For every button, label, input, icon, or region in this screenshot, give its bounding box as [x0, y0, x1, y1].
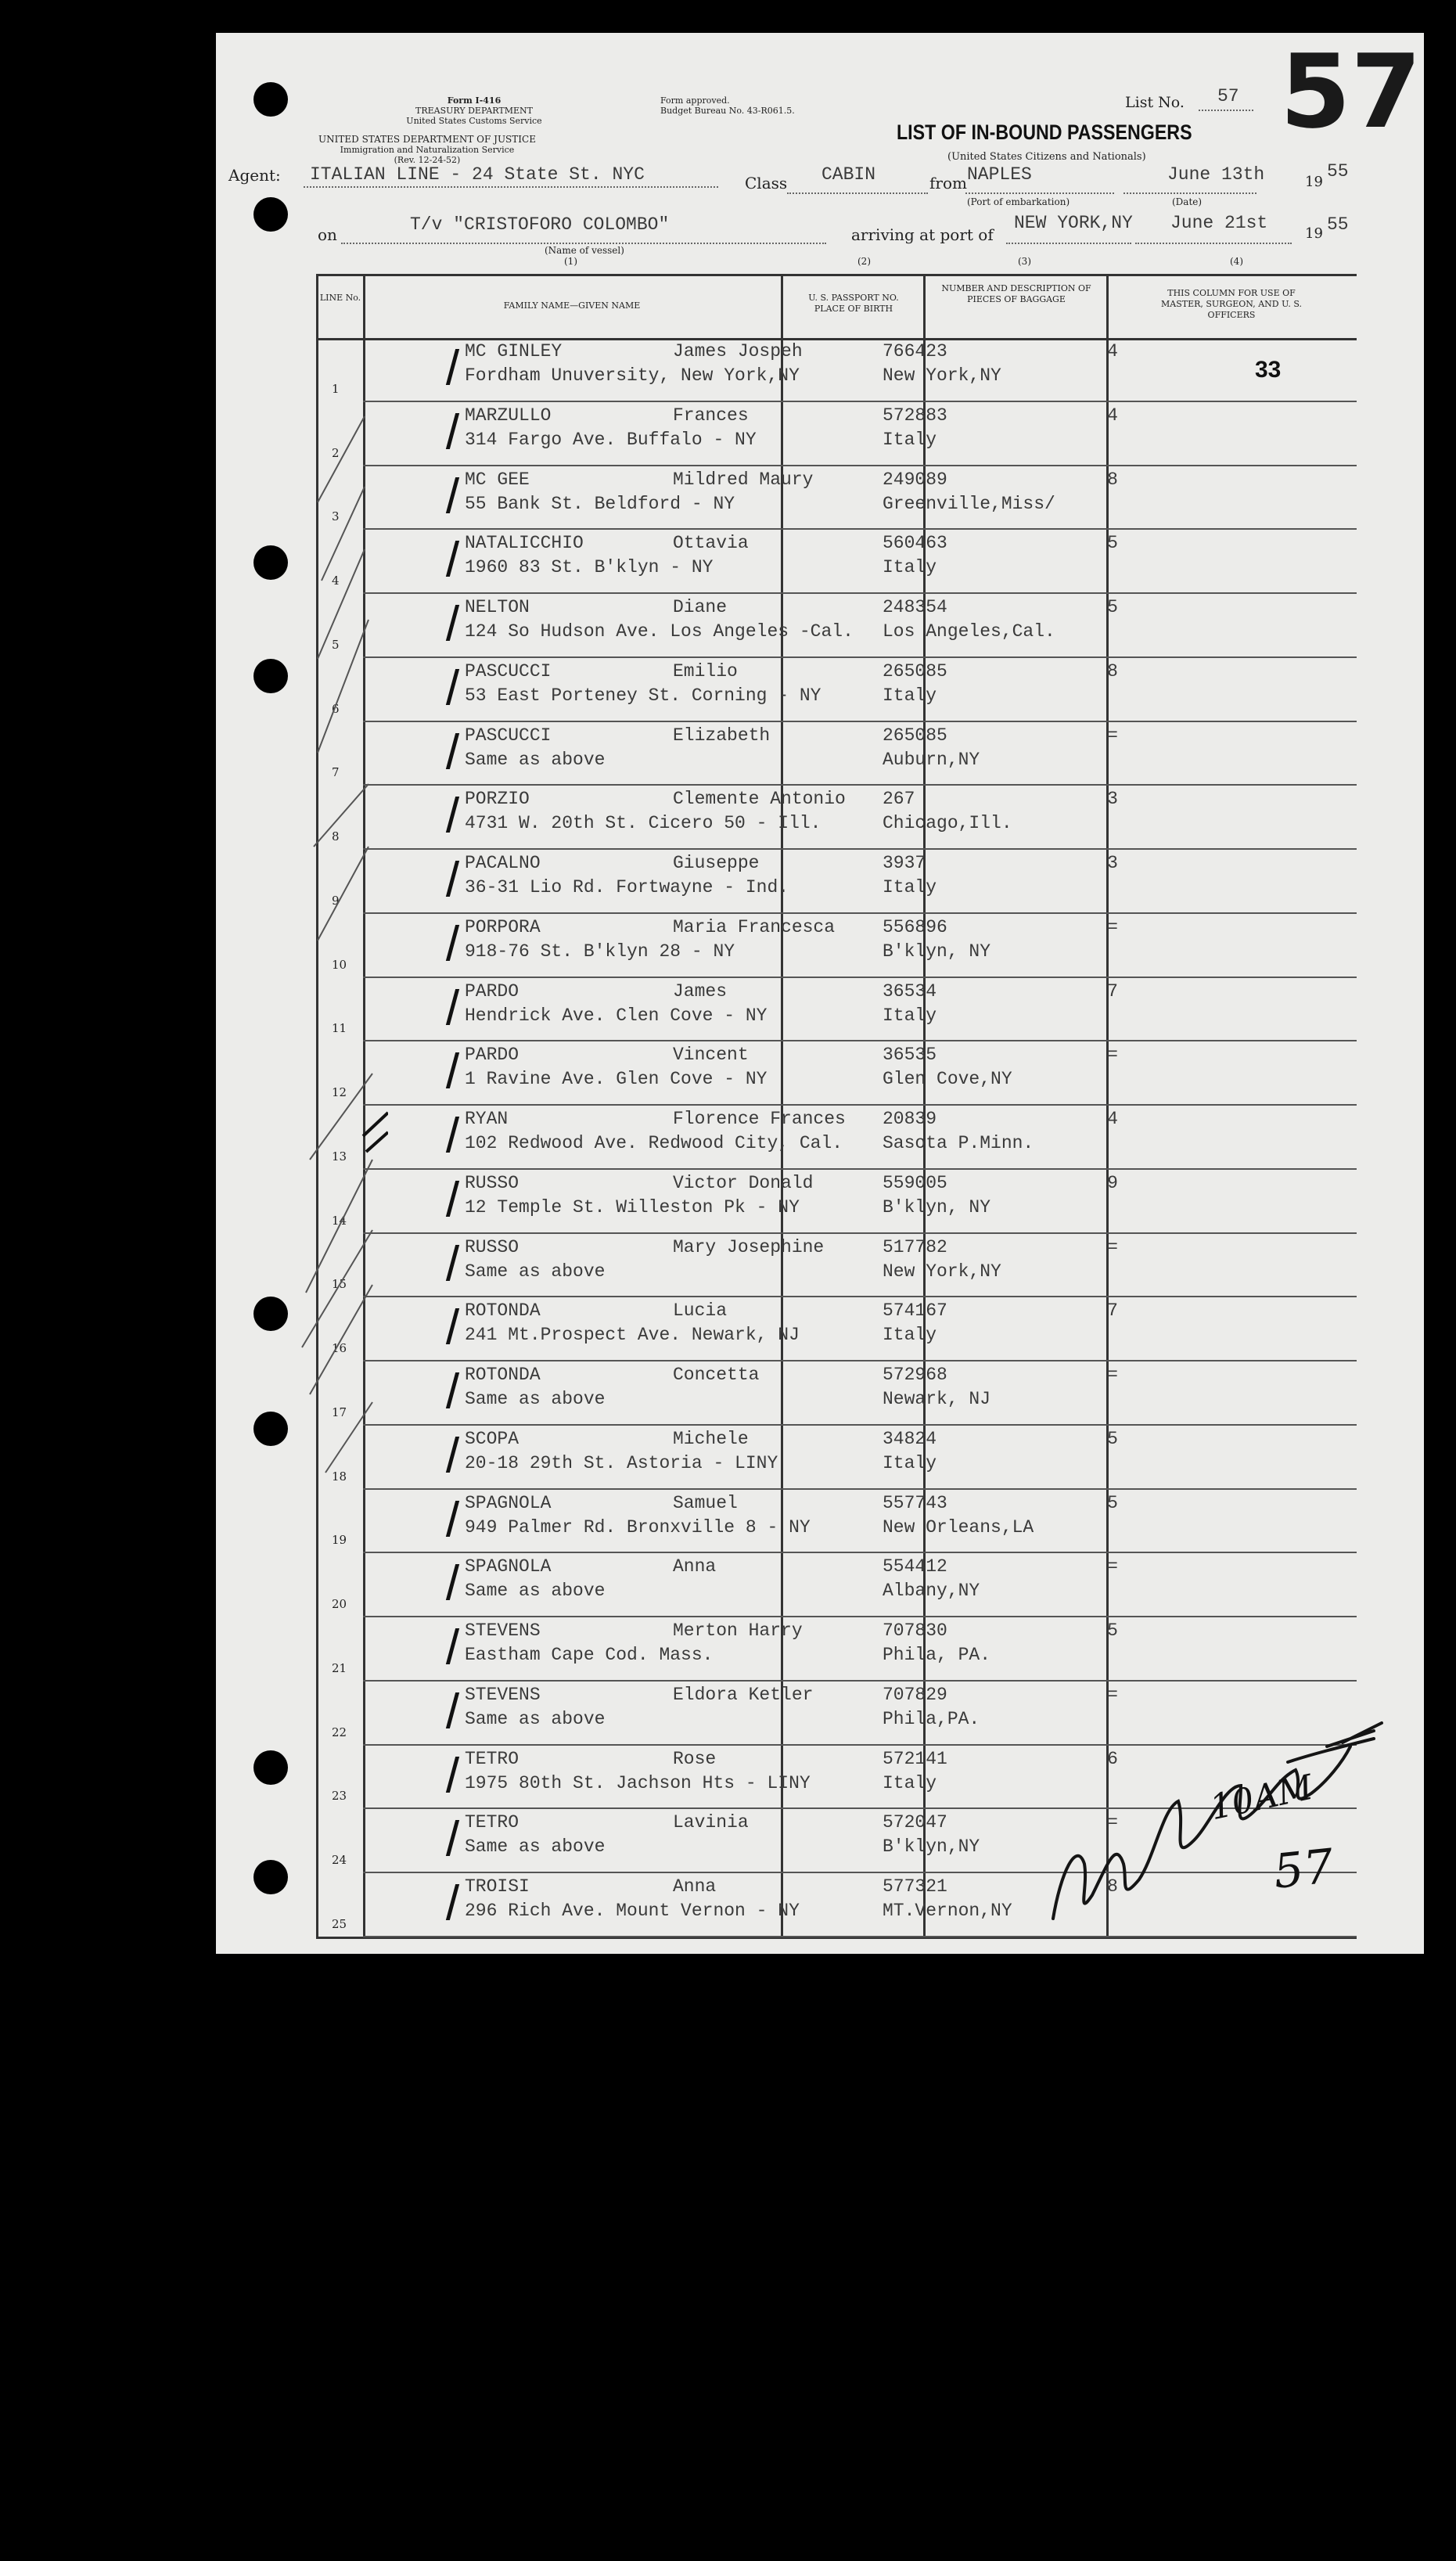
family-name: PARDO [465, 1045, 519, 1066]
address: 1975 80th St. Jachson Hts - LINY [465, 1772, 811, 1793]
list-no-label: List No. [1125, 94, 1185, 111]
passport-number: 265085 [883, 725, 947, 746]
form-id-block [357, 95, 591, 126]
family-name: PARDO [465, 980, 519, 1002]
address: Same as above [465, 1708, 606, 1729]
vessel-name: T/v "CRISTOFORO COLOMBO" [410, 214, 670, 235]
line-number: 16 [332, 1341, 347, 1356]
family-name: MC GEE [465, 469, 530, 490]
place-of-birth: MT.Vernon,NY [883, 1901, 1012, 1922]
vessel-underline [341, 243, 826, 244]
official-mark: 33 [1255, 357, 1282, 383]
address: 102 Redwood Ave. Redwood City, Cal. [465, 1133, 843, 1154]
family-name: PASCUCCI [465, 725, 552, 746]
handwritten-number: 57 [1271, 1839, 1336, 1900]
given-name: Anna [673, 1556, 717, 1577]
place-of-birth: Newark, NJ [883, 1389, 991, 1410]
address: Eastham Cape Cod. Mass. [465, 1645, 714, 1666]
address: 4731 W. 20th St. Cicero 50 - Ill. [465, 813, 821, 834]
table-row [316, 978, 1357, 1042]
line-number: 25 [332, 1916, 347, 1931]
punch-hole [253, 1297, 288, 1331]
passport-number: 707830 [883, 1620, 947, 1642]
family-name: MC GINLEY [465, 341, 563, 361]
passport-number: 572141 [883, 1748, 947, 1769]
given-name: Victor Donald [673, 1172, 814, 1193]
passport-number: 766423 [883, 341, 947, 361]
passport-number: 577321 [883, 1876, 947, 1897]
place-of-birth: Greenville,Miss/ [883, 493, 1055, 514]
place-of-birth: Italy [883, 685, 937, 706]
agent-label: Agent: [228, 166, 281, 185]
handwritten-time: 10AM [1206, 1767, 1317, 1829]
passport-number: 559005 [883, 1172, 947, 1193]
embark-caption: (Port of embarkation) [967, 196, 1070, 207]
family-name: NELTON [465, 597, 530, 618]
line-number: 23 [332, 1789, 347, 1804]
given-name: Vincent [673, 1045, 749, 1066]
place-of-birth: B'klyn, NY [883, 941, 991, 962]
address: 124 So Hudson Ave. Los Angeles -Cal. [465, 621, 854, 642]
col-line-no: LINE No. [319, 293, 361, 303]
col3-caption: (3) [1018, 256, 1031, 267]
address: Fordham Unuversity, New York,NY [465, 365, 800, 386]
given-name: Frances [673, 405, 749, 426]
punch-hole [253, 82, 288, 117]
table-row [316, 1041, 1357, 1106]
line-number: 7 [332, 765, 340, 780]
baggage-count: = [1107, 1365, 1118, 1386]
table-row [316, 1297, 1357, 1361]
table-row [316, 1361, 1357, 1426]
address: Same as above [465, 1389, 606, 1410]
place-of-birth: Italy [883, 429, 937, 450]
baggage-count: 7 [1107, 1300, 1118, 1322]
line-number: 14 [332, 1213, 347, 1228]
col4-caption: (4) [1230, 256, 1243, 267]
form-approved: Form approved. [660, 95, 730, 106]
col-name: FAMILY NAME—GIVEN NAME [503, 300, 641, 311]
punch-hole [253, 545, 288, 580]
place-of-birth: Phila, PA. [883, 1645, 991, 1666]
passport-number: 574167 [883, 1300, 947, 1322]
given-name: Elizabeth [673, 725, 771, 746]
place-of-birth: Phila,PA. [883, 1708, 980, 1729]
passport-number: 34824 [883, 1428, 937, 1449]
revision: (Rev. 12-24-52) [394, 155, 461, 165]
arrival-year: 55 [1327, 214, 1349, 235]
table-row [316, 786, 1357, 850]
from-underline [965, 192, 1114, 194]
col-baggage: NUMBER AND DESCRIPTION OF PIECES OF BAGGAGE [941, 283, 1091, 304]
line-number: 13 [332, 1149, 347, 1164]
place-of-birth: B'klyn, NY [883, 1196, 991, 1218]
arriving-label: arriving at port of [851, 225, 994, 244]
approval-block [660, 95, 795, 116]
family-name: TROISI [465, 1876, 530, 1897]
given-name: Mildred Maury [673, 469, 814, 490]
budget-bureau: Budget Bureau No. 43-R061.5. [660, 106, 795, 116]
baggage-count: 5 [1107, 1428, 1118, 1449]
baggage-count: 5 [1107, 597, 1118, 618]
baggage-count: = [1107, 1556, 1118, 1577]
line-number: 8 [332, 829, 340, 844]
passport-number: 265085 [883, 660, 947, 682]
place-of-birth: Italy [883, 877, 937, 898]
embark-year-prefix: 19 [1305, 174, 1323, 190]
given-name: Rose [673, 1748, 717, 1769]
address: 241 Mt.Prospect Ave. Newark, NJ [465, 1325, 800, 1346]
family-name: TETRO [465, 1812, 519, 1833]
justice-dept: UNITED STATES DEPARTMENT OF JUSTICE [318, 134, 536, 145]
address: Same as above [465, 1836, 606, 1858]
passport-number: 554412 [883, 1556, 947, 1577]
family-name: TETRO [465, 1748, 519, 1769]
given-name: Lavinia [673, 1812, 749, 1833]
baggage-count: = [1107, 1684, 1118, 1705]
vessel-caption: (Name of vessel) [545, 245, 624, 256]
given-name: Clemente Antonio [673, 789, 846, 810]
table-row [316, 1490, 1357, 1554]
address: 55 Bank St. Beldford - NY [465, 493, 735, 514]
passport-number: 557743 [883, 1492, 947, 1513]
passport-number: 572047 [883, 1812, 947, 1833]
address: Same as above [465, 1261, 606, 1282]
table-top-rule [316, 274, 1357, 276]
line-number: 2 [332, 445, 340, 460]
baggage-count: 5 [1107, 1620, 1118, 1642]
given-name: Giuseppe [673, 853, 760, 874]
family-name: ROTONDA [465, 1300, 541, 1322]
baggage-count: 5 [1107, 533, 1118, 554]
arrival-year-prefix: 19 [1305, 225, 1323, 242]
line-number: 1 [332, 381, 340, 396]
baggage-count: = [1107, 725, 1118, 746]
address: 53 East Porteney St. Corning - NY [465, 685, 821, 706]
arrival-port-underline [1006, 243, 1131, 244]
given-name: Anna [673, 1876, 717, 1897]
line-number: 18 [332, 1469, 347, 1484]
address: Same as above [465, 1581, 606, 1602]
form-subtitle: (United States Citizens and Nationals) [947, 151, 1146, 163]
punch-hole [253, 1412, 288, 1446]
place-of-birth: New York,NY [883, 1261, 1001, 1282]
line-number: 15 [332, 1277, 347, 1292]
table-row [316, 594, 1357, 658]
table-row [316, 1170, 1357, 1234]
baggage-count: = [1107, 1812, 1118, 1833]
address: Same as above [465, 749, 606, 770]
family-name: SPAGNOLA [465, 1556, 552, 1577]
passport-number: 572883 [883, 405, 947, 426]
place-of-birth: Glen Cove,NY [883, 1069, 1012, 1090]
baggage-count: 5 [1107, 1492, 1118, 1513]
given-name: Lucia [673, 1300, 728, 1322]
place-of-birth: Italy [883, 1452, 937, 1473]
on-label: on [318, 225, 337, 244]
address: 918-76 St. B'klyn 28 - NY [465, 941, 735, 962]
arrival-date-underline [1135, 243, 1292, 244]
class-value: CABIN [821, 164, 876, 185]
address: 20-18 29th St. Astoria - LINY [465, 1452, 778, 1473]
address: 12 Temple St. Willeston Pk - NY [465, 1196, 800, 1218]
punch-hole [253, 659, 288, 693]
punch-hole [253, 197, 288, 232]
baggage-count: 8 [1107, 660, 1118, 682]
place-of-birth: Albany,NY [883, 1581, 980, 1602]
table-row [316, 722, 1357, 786]
address: 296 Rich Ave. Mount Vernon - NY [465, 1901, 800, 1922]
family-name: PASCUCCI [465, 660, 552, 682]
list-no: 57 [1217, 86, 1239, 106]
line-number: 19 [332, 1533, 347, 1548]
baggage-count: 9 [1107, 1172, 1118, 1193]
passport-number: 560463 [883, 533, 947, 554]
family-name: RYAN [465, 1109, 509, 1130]
place-of-birth: New Orleans,LA [883, 1516, 1034, 1538]
place-of-birth: Italy [883, 1325, 937, 1346]
given-name: Maria Francesca [673, 916, 836, 937]
arrival-port: NEW YORK,NY [1014, 213, 1133, 233]
place-of-birth: Italy [883, 1005, 937, 1026]
form-title: LIST OF IN-BOUND PASSENGERS [897, 120, 1192, 144]
table-row [316, 466, 1357, 531]
given-name: Mary Josephine [673, 1236, 825, 1257]
punch-hole [253, 1750, 288, 1785]
line-number: 10 [332, 957, 347, 972]
vessel-col: (1) [564, 256, 577, 267]
embark-date: June 13th [1167, 164, 1265, 185]
family-name: RUSSO [465, 1172, 519, 1193]
form-id: Form I-416 [447, 95, 502, 106]
family-name: PORZIO [465, 789, 530, 810]
family-name: PORPORA [465, 916, 541, 937]
given-name: Merton Harry [673, 1620, 803, 1642]
baggage-count: 7 [1107, 980, 1118, 1002]
baggage-count: 3 [1107, 853, 1118, 874]
family-name: SPAGNOLA [465, 1492, 552, 1513]
baggage-count: 8 [1107, 469, 1118, 490]
agent-underline [304, 186, 718, 188]
line-number: 6 [332, 701, 340, 716]
address: 36-31 Lio Rd. Fortwayne - Ind. [465, 877, 789, 898]
place-of-birth: New York,NY [883, 365, 1001, 386]
table-row [316, 850, 1357, 914]
table-row [316, 1106, 1357, 1170]
stamp-number: 57 [1280, 32, 1422, 151]
given-name: Michele [673, 1428, 749, 1449]
baggage-count: = [1107, 1045, 1118, 1066]
arrival-date: June 21st [1170, 213, 1268, 233]
manifest-page [216, 33, 1424, 1954]
passport-number: 517782 [883, 1236, 947, 1257]
passport-number: 707829 [883, 1684, 947, 1705]
passport-number: 267 [883, 789, 915, 810]
officer-signature [1030, 1606, 1389, 1966]
given-name: Samuel [673, 1492, 738, 1513]
place-of-birth: Sasota P.Minn. [883, 1133, 1034, 1154]
address: 1960 83 St. B'klyn - NY [465, 557, 714, 578]
from-value: NAPLES [967, 164, 1032, 185]
ins-service: Immigration and Naturalization Service [340, 145, 515, 155]
line-number: 12 [332, 1085, 347, 1100]
family-name: MARZULLO [465, 405, 552, 426]
col-passport: U. S. PASSPORT NO. PLACE OF BIRTH [808, 293, 899, 314]
table-row [316, 914, 1357, 978]
line-number: 4 [332, 574, 340, 588]
line-number: 24 [332, 1853, 347, 1868]
place-of-birth: Italy [883, 1772, 937, 1793]
given-name: Concetta [673, 1365, 760, 1386]
baggage-count: 3 [1107, 789, 1118, 810]
embark-year: 55 [1327, 161, 1349, 182]
table-row [316, 402, 1357, 466]
baggage-count: 4 [1107, 405, 1118, 426]
place-of-birth: Italy [883, 557, 937, 578]
pencil-tick-marks [294, 346, 388, 1833]
passport-number: 3937 [883, 853, 926, 874]
baggage-count: 4 [1107, 1109, 1118, 1130]
passport-number: 572968 [883, 1365, 947, 1386]
line-number: 3 [332, 509, 340, 524]
address: 314 Fargo Ave. Buffalo - NY [465, 429, 757, 450]
passport-number: 20839 [883, 1109, 937, 1130]
customs-service: United States Customs Service [406, 116, 542, 126]
passport-number: 248354 [883, 597, 947, 618]
place-of-birth: B'klyn,NY [883, 1836, 980, 1858]
department: TREASURY DEPARTMENT [415, 106, 533, 116]
place-of-birth: Chicago,Ill. [883, 813, 1012, 834]
given-name: Florence Frances [673, 1109, 846, 1130]
line-number: 21 [332, 1660, 347, 1675]
baggage-count: 6 [1107, 1748, 1118, 1769]
address: 1 Ravine Ave. Glen Cove - NY [465, 1069, 768, 1090]
address: Hendrick Ave. Clen Cove - NY [465, 1005, 768, 1026]
family-name: STEVENS [465, 1620, 541, 1642]
baggage-count: = [1107, 1236, 1118, 1257]
family-name: NATALICCHIO [465, 533, 584, 554]
agent-value: ITALIAN LINE - 24 State St. NYC [310, 164, 645, 185]
table-row [316, 338, 1357, 402]
line-number: 11 [332, 1021, 347, 1036]
line-number: 5 [332, 637, 340, 652]
passport-number: 249089 [883, 469, 947, 490]
col2-caption: (2) [857, 256, 871, 267]
table-row [316, 1426, 1357, 1490]
family-name: STEVENS [465, 1684, 541, 1705]
passport-number: 36535 [883, 1045, 937, 1066]
family-name: PACALNO [465, 853, 541, 874]
passport-number: 556896 [883, 916, 947, 937]
col-officers: THIS COLUMN FOR USE OF MASTER, SURGEON, AND U. S. OFFICERS [1160, 288, 1302, 320]
baggage-count: 8 [1107, 1876, 1118, 1897]
family-name: SCOPA [465, 1428, 519, 1449]
line-number: 22 [332, 1725, 347, 1739]
class-label: Class [745, 174, 788, 192]
from-label: from [929, 174, 967, 192]
address: 949 Palmer Rd. Bronxville 8 - NY [465, 1516, 811, 1538]
given-name: Diane [673, 597, 728, 618]
justice-block [310, 135, 545, 165]
given-name: Emilio [673, 660, 738, 682]
table-row [316, 1234, 1357, 1298]
embark-date-underline [1123, 192, 1256, 194]
baggage-count: = [1107, 916, 1118, 937]
place-of-birth: Los Angeles,Cal. [883, 621, 1055, 642]
table-row [316, 530, 1357, 594]
family-name: ROTONDA [465, 1365, 541, 1386]
given-name: James Jospeh [673, 341, 803, 361]
class-underline [787, 192, 928, 194]
line-number: 20 [332, 1597, 347, 1612]
line-number: 17 [332, 1405, 347, 1419]
list-no-underline [1199, 110, 1253, 111]
given-name: Ottavia [673, 533, 749, 554]
place-of-birth: Auburn,NY [883, 749, 980, 770]
line-number: 9 [332, 893, 340, 908]
family-name: RUSSO [465, 1236, 519, 1257]
date-caption: (Date) [1172, 196, 1203, 207]
given-name: Eldora Ketler [673, 1684, 814, 1705]
table-row [316, 658, 1357, 722]
punch-hole [253, 1860, 288, 1894]
given-name: James [673, 980, 728, 1002]
passport-number: 36534 [883, 980, 937, 1002]
baggage-count: 4 [1107, 341, 1118, 361]
